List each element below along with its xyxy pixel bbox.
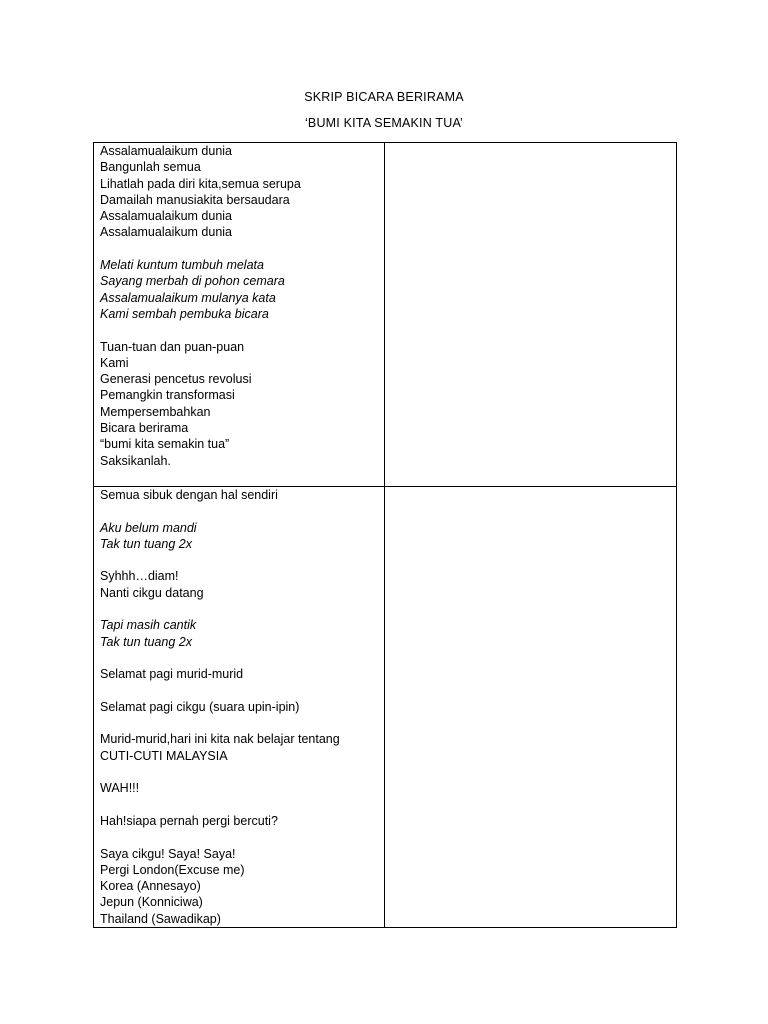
script-line: Selamat pagi cikgu (suara upin-ipin): [100, 699, 300, 714]
blank-line: [100, 683, 384, 699]
script-line: Kami: [100, 355, 129, 370]
blank-line: [100, 829, 384, 845]
document-subtitle: ‘BUMI KITA SEMAKIN TUA’: [304, 116, 464, 130]
script-line: Saya cikgu! Saya! Saya!: [100, 846, 236, 861]
script-table: [93, 142, 677, 928]
script-line: Tuan-tuan dan puan-puan: [100, 339, 245, 354]
blank-line: [100, 552, 384, 568]
document-title: SKRIP BICARA BERIRAMA: [304, 90, 464, 104]
script-line: Kami sembah pembuka bicara: [100, 306, 269, 321]
blank-line: [100, 241, 384, 257]
script-line: Melati kuntum tumbuh melata: [100, 258, 264, 273]
blank-line: [100, 764, 384, 780]
script-lines: [94, 487, 384, 927]
blank-line: [100, 322, 384, 338]
script-line: Syhhh…diam!: [100, 569, 179, 584]
script-line: Assalamualaikum dunia: [100, 225, 233, 240]
script-line: Jepun (Konniciwa): [100, 895, 203, 910]
blank-line: [100, 797, 384, 813]
script-lines: [94, 143, 384, 469]
script-line: CUTI-CUTI MALAYSIA: [100, 748, 228, 763]
script-line: Tak tun tuang 2x: [100, 536, 192, 551]
script-line: Assalamualaikum dunia: [100, 209, 233, 224]
blank-line: [100, 503, 384, 519]
script-line: Tapi masih cantik: [100, 618, 197, 633]
script-line: Aku belum mandi: [100, 520, 197, 535]
script-line: Tak tun tuang 2x: [100, 634, 192, 649]
table-cell-left: [94, 143, 385, 487]
table-cell-left: [94, 487, 385, 928]
script-line: Pergi London(Excuse me): [100, 862, 245, 877]
script-line: Generasi pencetus revolusi: [100, 372, 252, 387]
script-line: “bumi kita semakin tua”: [100, 437, 230, 452]
script-line: Bangunlah semua: [100, 160, 201, 175]
script-line: Mempersembahkan: [100, 404, 211, 419]
table-cell-right: [385, 487, 677, 928]
table-cell-right: [385, 143, 677, 487]
blank-line: [100, 715, 384, 731]
script-line: Damailah manusiakita bersaudara: [100, 192, 290, 207]
table-row: [94, 143, 677, 487]
script-line: Nanti cikgu datang: [100, 585, 204, 600]
script-line: Hah!siapa pernah pergi bercuti?: [100, 813, 278, 828]
script-line: Selamat pagi murid-murid: [100, 667, 244, 682]
script-line: Sayang merbah di pohon cemara: [100, 274, 285, 289]
script-line: Korea (Annesayo): [100, 879, 201, 894]
script-line: Murid-murid,hari ini kita nak belajar tentang: [100, 732, 340, 747]
script-line: Assalamualaikum dunia: [100, 144, 233, 158]
script-line: WAH!!!: [100, 781, 140, 796]
script-line: Lihatlah pada diri kita,semua serupa: [100, 176, 301, 191]
script-line: Semua sibuk dengan hal sendiri: [100, 488, 278, 502]
blank-line: [100, 650, 384, 666]
script-line: Bicara berirama: [100, 421, 189, 436]
blank-line: [100, 601, 384, 617]
table-row: [94, 487, 677, 928]
script-line: Assalamualaikum mulanya kata: [100, 290, 276, 305]
script-line: Pemangkin transformasi: [100, 388, 235, 403]
script-line: Thailand (Sawadikap): [100, 911, 221, 926]
script-line: Saksikanlah.: [100, 453, 171, 468]
